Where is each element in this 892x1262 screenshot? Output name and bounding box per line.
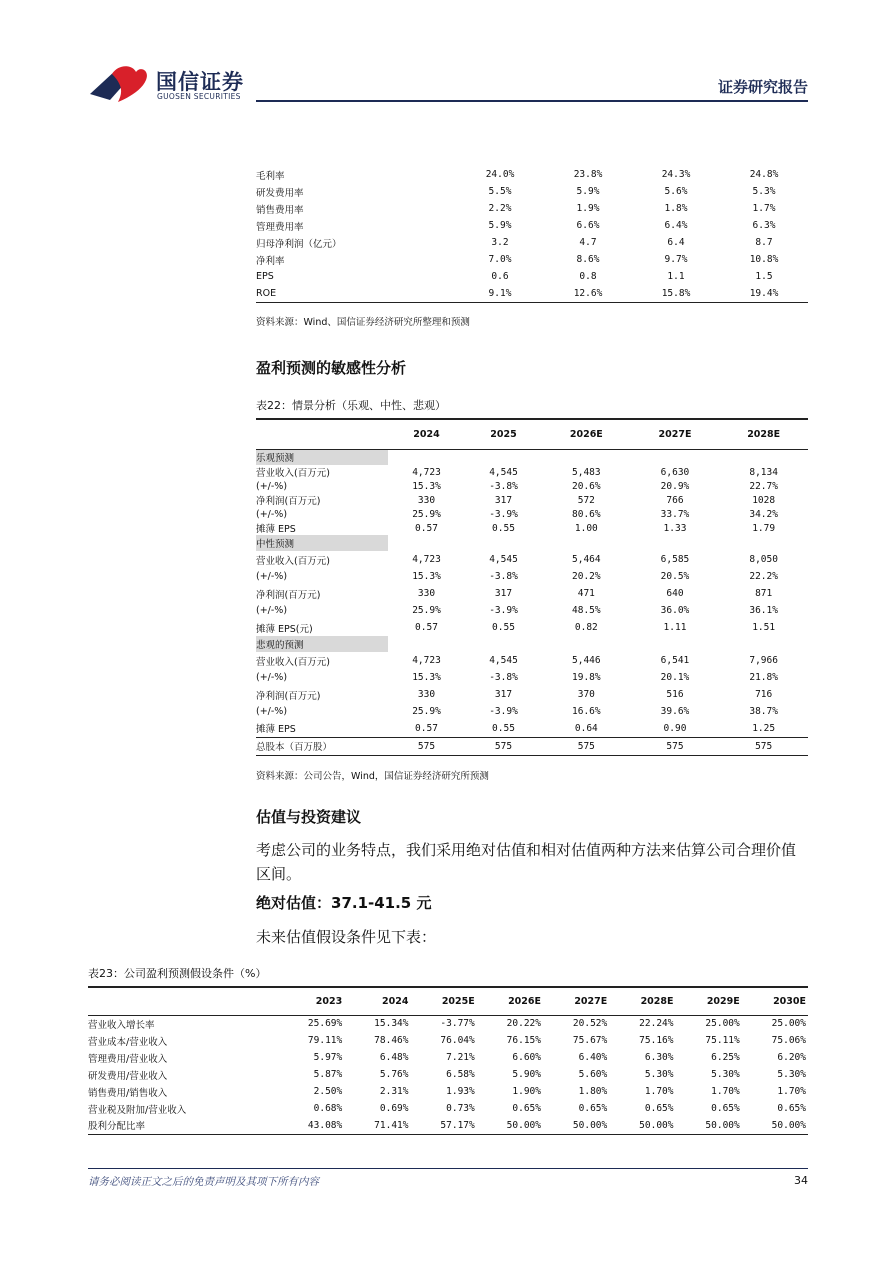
table-cell: 4,545 bbox=[489, 466, 518, 478]
table-cell: 36.0% bbox=[660, 605, 690, 616]
table-row bbox=[88, 1066, 808, 1083]
table-header-row bbox=[88, 987, 808, 1015]
table-row bbox=[256, 200, 808, 217]
table-cell: 9.1% bbox=[488, 288, 512, 299]
row-label: 股利分配比率 bbox=[88, 1117, 278, 1134]
column-header: 2029E bbox=[676, 987, 742, 1015]
table-cell: 4,723 bbox=[412, 554, 441, 565]
table-cell: 15.8% bbox=[661, 288, 691, 299]
valuation-paragraph: 考虑公司的业务特点，我们采用绝对估值和相对估值两种方法来估算公司合理价值区间。 bbox=[256, 841, 797, 883]
empty-cell bbox=[542, 535, 631, 551]
table-cell: 21.8% bbox=[749, 672, 778, 683]
table-cell: 6.4 bbox=[667, 237, 685, 248]
table-cell: 20.2% bbox=[572, 571, 601, 582]
empty-cell bbox=[465, 636, 542, 652]
table-cell: 5.60% bbox=[578, 1069, 608, 1080]
table-row bbox=[256, 493, 808, 507]
table-cell: 22.2% bbox=[749, 571, 778, 582]
table-cell: 6.40% bbox=[578, 1052, 608, 1063]
table-cell: 50.00% bbox=[543, 1117, 609, 1134]
table-cell: 15.3% bbox=[412, 571, 441, 582]
table-cell: 1.70% bbox=[644, 1086, 674, 1097]
row-label: 营业税及附加/营业收入 bbox=[88, 1104, 187, 1116]
table-cell: 19.8% bbox=[572, 672, 601, 683]
empty-cell bbox=[542, 449, 631, 465]
scenario-section-label: 乐观预测 bbox=[256, 449, 388, 465]
forecast-ratio-table bbox=[256, 166, 808, 302]
table-cell: -3.9% bbox=[489, 508, 518, 520]
table-cell: 39.6% bbox=[660, 706, 690, 717]
table-header-row bbox=[256, 419, 808, 449]
table-cell: 0.55 bbox=[492, 522, 515, 534]
table-cell: 1028 bbox=[752, 494, 776, 506]
table-cell: 25.9% bbox=[412, 508, 441, 520]
row-label: 净利润(百万元) bbox=[256, 589, 321, 601]
table-cell: 9.7% bbox=[664, 254, 688, 265]
table-cell: 0.55 bbox=[492, 722, 515, 734]
row-label: (+/-%) bbox=[256, 571, 288, 582]
row-label: EPS bbox=[256, 271, 274, 282]
table-cell: -3.8% bbox=[489, 571, 518, 582]
row-label: 摊薄 EPS bbox=[256, 724, 296, 736]
column-header: 2025E bbox=[411, 987, 477, 1015]
row-label: 营业收入(百万元) bbox=[256, 656, 330, 668]
table-cell: 25.69% bbox=[307, 1018, 343, 1030]
table-cell: 330 bbox=[417, 588, 436, 599]
row-label: (+/-%) bbox=[256, 605, 288, 616]
empty-cell bbox=[388, 636, 465, 652]
table-cell: 48.5% bbox=[572, 605, 601, 616]
empty-cell bbox=[388, 535, 465, 551]
table-cell: 1.5 bbox=[755, 271, 773, 282]
table-cell: 23.8% bbox=[573, 169, 603, 180]
table-row bbox=[256, 521, 808, 535]
column-header: 2026E bbox=[477, 987, 543, 1015]
table-divider bbox=[256, 302, 808, 303]
table-cell: 575 bbox=[542, 737, 631, 755]
row-label: 总股本（百万股） bbox=[256, 737, 388, 755]
table-total-row bbox=[256, 737, 808, 755]
table-row bbox=[256, 465, 808, 479]
scenario-section-label: 中性预测 bbox=[256, 535, 388, 551]
column-header: 2025 bbox=[465, 419, 542, 449]
table-cell: -3.8% bbox=[489, 480, 518, 492]
table-cell: 1.9% bbox=[576, 203, 600, 214]
table-cell: 0.65% bbox=[777, 1103, 806, 1114]
table-cell: 20.5% bbox=[660, 571, 690, 582]
table-cell: 6,585 bbox=[660, 554, 690, 565]
table-row bbox=[256, 183, 808, 200]
table-cell: 71.41% bbox=[344, 1117, 410, 1134]
column-header: 2026E bbox=[542, 419, 631, 449]
table-cell: 516 bbox=[666, 689, 684, 700]
table-cell: 25.9% bbox=[412, 605, 441, 616]
table-cell: 20.22% bbox=[506, 1018, 541, 1030]
table-cell: 50.00% bbox=[742, 1117, 808, 1134]
table-cell: 2.2% bbox=[488, 203, 512, 214]
table-cell: 317 bbox=[494, 689, 513, 700]
table-cell: 1.33 bbox=[663, 522, 687, 534]
table-cell: 6.58% bbox=[446, 1069, 475, 1080]
table-cell: 4,723 bbox=[412, 466, 441, 478]
table-cell: 5.30% bbox=[777, 1069, 806, 1080]
table-cell: 8.6% bbox=[576, 254, 600, 265]
table-cell: 6.6% bbox=[576, 220, 600, 231]
table-cell: 8,134 bbox=[749, 466, 778, 478]
column-header: 2024 bbox=[388, 419, 465, 449]
column-header: 2027E bbox=[631, 419, 720, 449]
table-cell: 0.64 bbox=[574, 722, 598, 734]
empty-cell bbox=[465, 535, 542, 551]
table-row bbox=[256, 652, 808, 669]
table-cell: 766 bbox=[666, 494, 684, 506]
table-cell: 12.6% bbox=[573, 288, 603, 299]
table-row bbox=[256, 686, 808, 703]
table-cell: 5,446 bbox=[572, 655, 601, 666]
scenario-analysis-table bbox=[256, 418, 808, 756]
guosen-logo-icon bbox=[88, 64, 150, 104]
section-heading-sensitivity: 盈利预测的敏感性分析 bbox=[256, 359, 407, 377]
table-row bbox=[88, 1015, 808, 1032]
table-cell: 20.9% bbox=[660, 480, 690, 492]
report-type-label: 证券研究报告 bbox=[717, 78, 808, 96]
section-heading-valuation: 估值与投资建议 bbox=[256, 808, 362, 826]
table-cell: 575 bbox=[465, 737, 542, 755]
row-label: 归母净利润（亿元） bbox=[256, 238, 342, 250]
table-cell: 25.00% bbox=[771, 1018, 806, 1030]
table-cell: 2.50% bbox=[313, 1086, 343, 1097]
table-cell: 5.30% bbox=[644, 1069, 674, 1080]
table-cell: 716 bbox=[755, 689, 773, 700]
table-cell: 25.9% bbox=[412, 706, 441, 717]
table-cell: 75.67% bbox=[572, 1035, 608, 1046]
table-cell: 6.30% bbox=[644, 1052, 674, 1063]
table-cell: 1.80% bbox=[578, 1086, 608, 1097]
table-cell: 6.3% bbox=[752, 220, 776, 231]
table-cell: 1.93% bbox=[446, 1086, 475, 1097]
table-cell: 8,050 bbox=[749, 554, 778, 565]
table-cell: 15.3% bbox=[412, 480, 441, 492]
table-cell: 0.57 bbox=[415, 522, 438, 534]
table-cell: 4,723 bbox=[412, 655, 441, 666]
table-row bbox=[256, 602, 808, 619]
table-cell: 78.46% bbox=[374, 1035, 409, 1046]
table-cell: 0.65% bbox=[644, 1103, 674, 1114]
scenario-section-row bbox=[256, 535, 808, 551]
empty-cell bbox=[719, 535, 808, 551]
empty-cell bbox=[388, 449, 465, 465]
table-cell: 4,545 bbox=[489, 655, 518, 666]
table-cell: 3.2 bbox=[491, 237, 509, 248]
table-title-scenario: 表22：情景分析（乐观、中性、悲观） bbox=[256, 399, 446, 412]
row-label: 销售费用/销售收入 bbox=[88, 1087, 168, 1099]
table-row bbox=[256, 585, 808, 602]
table-cell: 19.4% bbox=[749, 288, 779, 299]
table-cell: 34.2% bbox=[749, 508, 778, 520]
table-cell: 1.79 bbox=[752, 522, 776, 534]
row-label: 研发费用/营业收入 bbox=[88, 1070, 168, 1082]
table-cell: 43.08% bbox=[278, 1117, 344, 1134]
table-cell: 6.48% bbox=[379, 1052, 409, 1063]
table-cell: 15.34% bbox=[374, 1018, 409, 1030]
table-cell: 1.7% bbox=[752, 203, 776, 214]
table-cell: 24.8% bbox=[749, 169, 779, 180]
table-cell: 1.70% bbox=[777, 1086, 806, 1097]
table-cell: 50.00% bbox=[676, 1117, 742, 1134]
table-cell: 471 bbox=[577, 588, 595, 599]
table-row bbox=[256, 669, 808, 686]
table-cell: 22.24% bbox=[639, 1018, 674, 1030]
table-cell: 1.90% bbox=[512, 1086, 541, 1097]
table-cell: 36.1% bbox=[749, 605, 778, 616]
table-cell: -3.9% bbox=[489, 706, 518, 717]
table-row bbox=[88, 1100, 808, 1117]
table-cell: 5,483 bbox=[572, 466, 601, 478]
row-label: 管理费用/营业收入 bbox=[88, 1053, 168, 1065]
table-cell: 24.3% bbox=[661, 169, 691, 180]
empty-cell bbox=[719, 449, 808, 465]
table-cell: 1.70% bbox=[711, 1086, 740, 1097]
table-cell: 1.8% bbox=[664, 203, 688, 214]
row-label: 净利润(百万元) bbox=[256, 496, 321, 507]
table-cell: 57.17% bbox=[411, 1117, 477, 1134]
table-cell: 0.65% bbox=[578, 1103, 608, 1114]
row-label: (+/-%) bbox=[256, 480, 288, 492]
footer-divider bbox=[88, 1168, 808, 1169]
column-header: 2028E bbox=[609, 987, 675, 1015]
table-row bbox=[256, 551, 808, 568]
row-label: 摊薄 EPS(元) bbox=[256, 623, 313, 635]
table-cell: -3.8% bbox=[489, 672, 518, 683]
table-cell: 5.9% bbox=[576, 186, 600, 197]
row-label: (+/-%) bbox=[256, 672, 288, 683]
table-cell: 0.6 bbox=[491, 271, 509, 282]
empty-cell bbox=[719, 636, 808, 652]
table-cell: -3.9% bbox=[489, 605, 518, 616]
table-cell: 24.0% bbox=[485, 169, 515, 180]
table-cell: 5.6% bbox=[664, 186, 688, 197]
scenario-section-label: 悲观的预测 bbox=[256, 636, 388, 652]
table-cell: 0.65% bbox=[512, 1103, 541, 1114]
row-label: 摊薄 EPS bbox=[256, 524, 296, 535]
assumption-intro-paragraph: 未来估值假设条件见下表： bbox=[256, 928, 437, 946]
table-cell: 25.00% bbox=[705, 1018, 740, 1030]
table-cell: 6.20% bbox=[777, 1052, 806, 1063]
row-label: 营业收入(百万元) bbox=[256, 468, 330, 479]
empty-cell bbox=[542, 636, 631, 652]
table-cell: 0.57 bbox=[415, 722, 438, 734]
table-row bbox=[256, 234, 808, 251]
table-cell: 575 bbox=[719, 737, 808, 755]
table-cell: 75.06% bbox=[771, 1035, 806, 1046]
table-cell: 575 bbox=[631, 737, 720, 755]
table-row bbox=[88, 1049, 808, 1066]
table-cell: 6.25% bbox=[711, 1052, 740, 1063]
table-row bbox=[256, 568, 808, 585]
table-cell: 1.11 bbox=[663, 622, 687, 633]
table-cell: 0.82 bbox=[574, 622, 598, 633]
empty-cell bbox=[631, 636, 720, 652]
table-cell: 0.90 bbox=[663, 722, 687, 734]
table-cell: 0.69% bbox=[379, 1103, 409, 1114]
table-cell: 1.00 bbox=[574, 522, 598, 534]
row-label: 净利润(百万元) bbox=[256, 690, 321, 702]
table-row bbox=[256, 251, 808, 268]
table-cell: 575 bbox=[388, 737, 465, 755]
table-cell: 317 bbox=[494, 588, 513, 599]
table-cell: 20.6% bbox=[572, 480, 601, 492]
table-cell: 1.1 bbox=[667, 271, 685, 282]
logo-text-cn: 国信证券 bbox=[156, 70, 244, 94]
table-cell: 317 bbox=[494, 494, 513, 506]
table-cell: 330 bbox=[417, 494, 436, 506]
logo-text-en: GUOSEN SECURITIES bbox=[157, 92, 241, 101]
column-header: 2027E bbox=[543, 987, 609, 1015]
row-label: (+/-%) bbox=[256, 706, 288, 717]
table-cell: 7,966 bbox=[749, 655, 778, 666]
table-cell: 6,541 bbox=[660, 655, 690, 666]
table-cell: 8.7 bbox=[755, 237, 773, 248]
table-row bbox=[256, 217, 808, 234]
row-label: 销售费用率 bbox=[256, 204, 304, 216]
table-cell: 4.7 bbox=[579, 237, 597, 248]
table-row bbox=[256, 703, 808, 720]
table-cell: 5.87% bbox=[313, 1069, 343, 1080]
table-row bbox=[256, 479, 808, 493]
table-cell: 871 bbox=[755, 588, 773, 599]
table-cell: 76.04% bbox=[440, 1035, 475, 1046]
table-row bbox=[256, 619, 808, 636]
table-cell: 5.5% bbox=[488, 186, 512, 197]
table-cell: 75.11% bbox=[705, 1035, 740, 1046]
table-cell: 50.00% bbox=[609, 1117, 675, 1134]
table-cell: 0.8 bbox=[579, 271, 597, 282]
row-label: 净利率 bbox=[256, 255, 285, 267]
row-label: 管理费用率 bbox=[256, 221, 304, 233]
table-cell: 0.55 bbox=[492, 622, 515, 633]
column-header: 2023 bbox=[278, 987, 344, 1015]
table-cell: 5.90% bbox=[512, 1069, 541, 1080]
column-header: 2028E bbox=[719, 419, 808, 449]
table-row bbox=[88, 1083, 808, 1100]
table-cell: 0.73% bbox=[446, 1103, 475, 1114]
empty-cell bbox=[631, 449, 720, 465]
table-cell: 640 bbox=[666, 588, 684, 599]
table-row bbox=[88, 1117, 808, 1134]
table-row bbox=[256, 285, 808, 302]
table-row bbox=[256, 720, 808, 737]
table-row bbox=[256, 166, 808, 183]
table-cell: 0.65% bbox=[711, 1103, 740, 1114]
table-cell: 50.00% bbox=[477, 1117, 543, 1134]
table-row bbox=[256, 507, 808, 521]
table-cell: 16.6% bbox=[572, 706, 601, 717]
footer-disclaimer: 请务必阅读正文之后的免责声明及其项下所有内容 bbox=[88, 1176, 319, 1188]
table-cell: 20.52% bbox=[572, 1018, 608, 1030]
table-row bbox=[88, 1032, 808, 1049]
row-label: 毛利率 bbox=[256, 170, 285, 182]
table-cell: 10.8% bbox=[749, 254, 779, 265]
table-cell: 1.25 bbox=[752, 722, 776, 734]
table-source-note: 资料来源：Wind、国信证券经济研究所整理和预测 bbox=[256, 317, 470, 328]
table-cell: 5.97% bbox=[313, 1052, 343, 1063]
column-header: 2024 bbox=[344, 987, 410, 1015]
empty-cell bbox=[631, 535, 720, 551]
table-cell: 0.57 bbox=[415, 622, 438, 633]
table-cell: 75.16% bbox=[639, 1035, 674, 1046]
absolute-valuation-heading: 绝对估值：37.1-41.5 元 bbox=[256, 894, 432, 912]
table-cell: 5.30% bbox=[711, 1069, 740, 1080]
page-number: 34 bbox=[794, 1174, 808, 1187]
row-label: ROE bbox=[256, 288, 277, 299]
row-label: 营业收入增长率 bbox=[88, 1019, 155, 1031]
row-label: (+/-%) bbox=[256, 508, 288, 520]
table-cell: 6,630 bbox=[660, 466, 690, 478]
table-cell: -3.77% bbox=[440, 1018, 475, 1030]
header-divider bbox=[256, 100, 808, 102]
table-cell: 33.7% bbox=[660, 508, 690, 520]
table-cell: 7.21% bbox=[446, 1052, 475, 1063]
table-cell: 5.3% bbox=[752, 186, 776, 197]
table-cell: 370 bbox=[577, 689, 595, 700]
scenario-section-row bbox=[256, 636, 808, 652]
table-cell: 1.51 bbox=[752, 622, 776, 633]
table-cell: 4,545 bbox=[489, 554, 518, 565]
column-header: 2030E bbox=[742, 987, 808, 1015]
table-cell: 20.1% bbox=[660, 672, 690, 683]
table-source-note: 资料来源：公司公告，Wind，国信证券经济研究所预测 bbox=[256, 771, 489, 782]
table-cell: 22.7% bbox=[749, 480, 778, 492]
table-cell: 5,464 bbox=[572, 554, 601, 565]
table-cell: 572 bbox=[577, 494, 595, 506]
table-cell: 15.3% bbox=[412, 672, 441, 683]
table-cell: 0.68% bbox=[313, 1103, 343, 1114]
profit-assumption-table bbox=[88, 986, 808, 1135]
table-cell: 6.4% bbox=[664, 220, 688, 231]
table-cell: 80.6% bbox=[572, 508, 601, 520]
row-label: 营业收入(百万元) bbox=[256, 555, 330, 567]
table-cell: 6.60% bbox=[512, 1052, 541, 1063]
header-blank bbox=[256, 419, 388, 449]
table-cell: 76.15% bbox=[506, 1035, 541, 1046]
empty-cell bbox=[465, 449, 542, 465]
table-cell: 5.9% bbox=[488, 220, 512, 231]
row-label: 营业成本/营业收入 bbox=[88, 1036, 168, 1048]
table-row bbox=[256, 268, 808, 285]
table-cell: 79.11% bbox=[307, 1035, 343, 1046]
table-cell: 2.31% bbox=[379, 1086, 409, 1097]
table-cell: 38.7% bbox=[749, 706, 778, 717]
header-blank bbox=[88, 987, 278, 1015]
scenario-section-row bbox=[256, 449, 808, 465]
row-label: 研发费用率 bbox=[256, 187, 304, 199]
table-cell: 7.0% bbox=[488, 254, 512, 265]
table-cell: 330 bbox=[417, 689, 436, 700]
table-title-assumptions: 表23：公司盈利预测假设条件（%） bbox=[88, 967, 267, 980]
table-cell: 5.76% bbox=[379, 1069, 409, 1080]
